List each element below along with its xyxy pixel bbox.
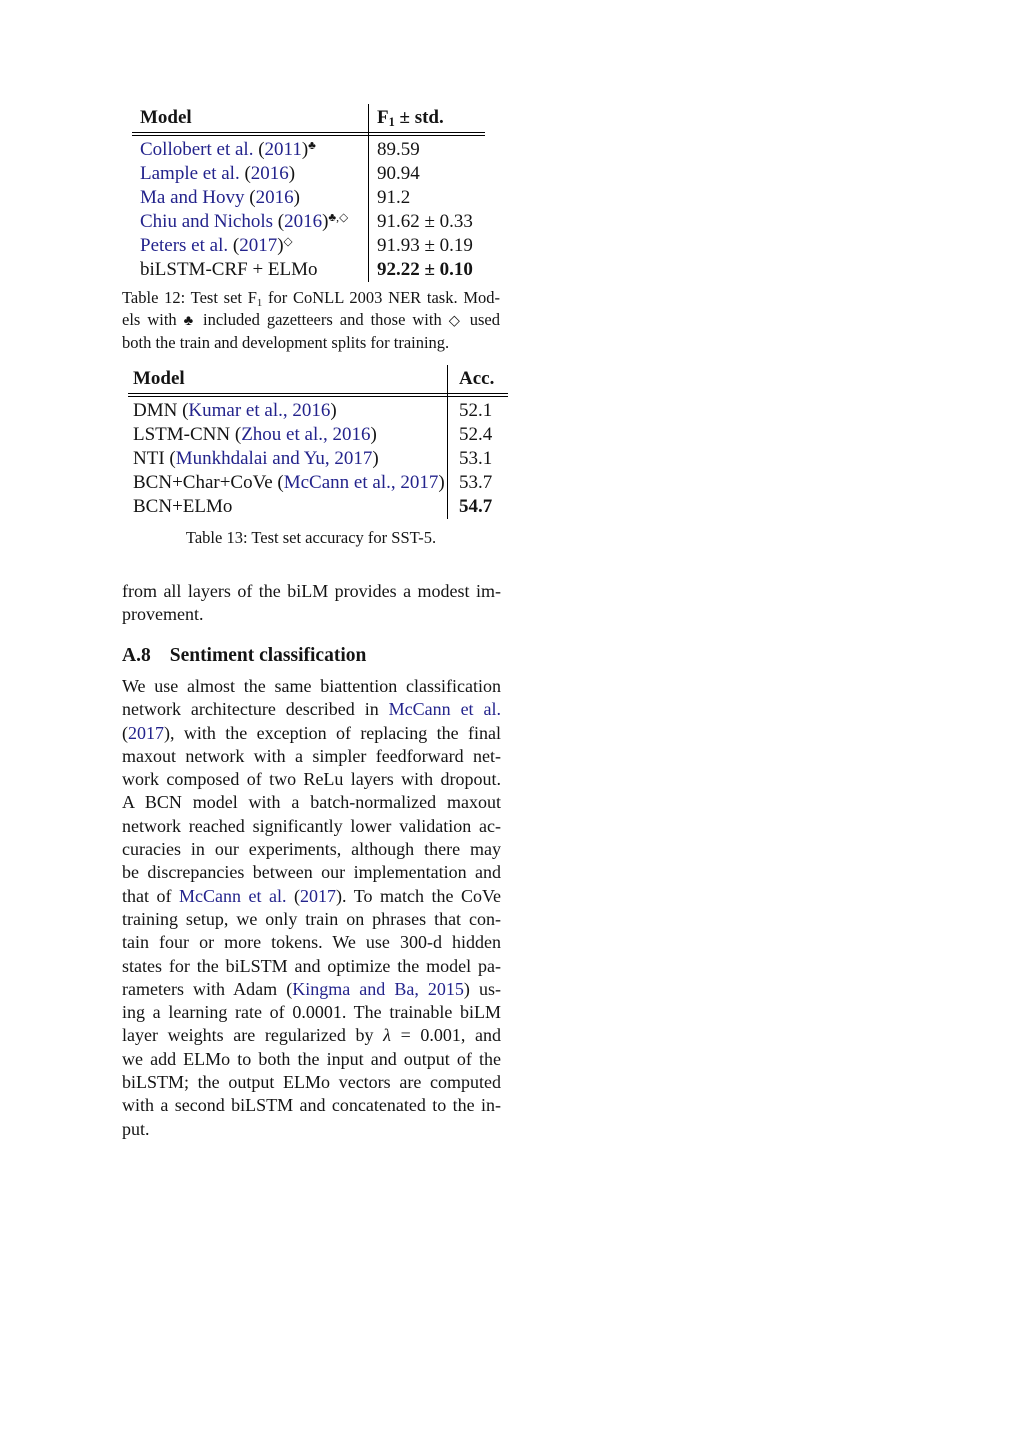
table-row bbox=[128, 495, 508, 519]
table-row bbox=[128, 471, 508, 495]
text-line: from all layers of the biLM provides a modest im- bbox=[122, 581, 501, 601]
table-12-caption bbox=[122, 287, 500, 354]
text-line: We use almost the same biattention classification bbox=[122, 676, 501, 696]
citation-link[interactable]: 2011 bbox=[264, 139, 302, 160]
citation-link[interactable]: Zhou et al., 2016 bbox=[241, 424, 371, 445]
section-title: Sentiment classification bbox=[169, 645, 367, 666]
table-12-body bbox=[132, 136, 485, 282]
text-line: tain four or more tokens. We use 300-d hidden bbox=[122, 932, 501, 953]
table-12-header-model: Model bbox=[140, 107, 192, 128]
value-cell: 53.7 bbox=[459, 472, 493, 493]
model-cell: Ma and Hovy (2016) bbox=[140, 187, 300, 208]
table-12 bbox=[132, 104, 485, 282]
citation-link[interactable]: 2017 bbox=[239, 235, 278, 256]
value-cell: 91.93 ± 0.19 bbox=[377, 235, 473, 256]
model-cell: NTI (Munkhdalai and Yu, 2017) bbox=[133, 448, 379, 469]
citation-link[interactable]: Munkhdalai and Yu, 2017 bbox=[175, 448, 373, 469]
model-cell: Collobert et al. (2011)♣ bbox=[140, 139, 316, 160]
paragraph-sentiment-classification bbox=[122, 675, 501, 1141]
table-12-header-row bbox=[132, 104, 485, 136]
table-row bbox=[132, 258, 485, 282]
citation-link[interactable]: 2016 bbox=[250, 163, 289, 184]
value-cell: 91.2 bbox=[377, 187, 411, 208]
text-line: training setup, we only train on phrases that con- bbox=[122, 908, 501, 929]
text-line: A BCN model with a batch-normalized maxout bbox=[122, 792, 501, 813]
text-line: both the train and development splits for training. bbox=[122, 333, 450, 353]
table-row bbox=[132, 186, 485, 210]
table-row bbox=[128, 423, 508, 447]
citation-link[interactable]: Kumar et al., 2016 bbox=[188, 400, 331, 421]
table-13-header-model: Model bbox=[133, 368, 185, 389]
text-line: Table 12: Test set F1 for CoNLL 2003 NER task. Mod- bbox=[122, 288, 500, 309]
table-12-header-f1-std: F1 ± std. bbox=[377, 107, 444, 130]
citation-link[interactable]: McCann et al. bbox=[179, 885, 287, 906]
model-cell: biLSTM-CRF + ELMo bbox=[140, 259, 318, 280]
text-line: curacies in our experiments, although there may bbox=[122, 839, 501, 860]
table-row bbox=[128, 399, 508, 423]
section-heading bbox=[122, 645, 366, 667]
citation-link[interactable]: 2016 bbox=[255, 187, 294, 208]
model-cell: DMN (Kumar et al., 2016) bbox=[133, 400, 337, 421]
table-13-header-row bbox=[128, 365, 508, 397]
text-line: provement. bbox=[122, 604, 204, 625]
model-cell: BCN+Char+CoVe (McCann et al., 2017) bbox=[133, 472, 445, 493]
citation-link[interactable]: Peters et al. bbox=[140, 235, 229, 256]
citation-link[interactable]: 2017 bbox=[128, 722, 164, 743]
model-cell: Lample et al. (2016) bbox=[140, 163, 296, 184]
table-row bbox=[132, 162, 485, 186]
table-13 bbox=[128, 365, 508, 519]
table-row bbox=[132, 138, 485, 162]
text-line: that of McCann et al. (2017). To match the CoVe bbox=[122, 885, 501, 906]
value-cell: 90.94 bbox=[377, 163, 420, 184]
citation-link[interactable]: Kingma and Ba, 2015 bbox=[292, 978, 464, 999]
text-line: network reached significantly lower validation ac- bbox=[122, 815, 501, 836]
text-line: states for the biLSTM and optimize the model pa- bbox=[122, 955, 501, 976]
text-line: maxout network with a simpler feedforward net- bbox=[122, 745, 501, 766]
value-cell: 54.7 bbox=[459, 496, 493, 517]
text-line: be discrepancies between our implementation and bbox=[122, 862, 501, 883]
citation-link[interactable]: 2016 bbox=[284, 211, 323, 232]
table-13-body bbox=[128, 397, 508, 519]
section-number: A.8 bbox=[122, 645, 151, 666]
citation-link[interactable]: Chiu and Nichols bbox=[140, 211, 273, 232]
text-line: els with ♣ included gazetteers and those with ◇ used bbox=[122, 309, 500, 329]
text-line: ing a learning rate of 0.0001. The trainable biLM bbox=[122, 1002, 501, 1023]
citation-link[interactable]: Collobert et al. bbox=[140, 139, 254, 160]
model-cell: Peters et al. (2017)◇ bbox=[140, 235, 293, 256]
table-13-header-acc: Acc. bbox=[459, 368, 495, 389]
text-line: with a second biLSTM and concatenated to the in- bbox=[122, 1095, 501, 1116]
text-line: (2017), with the exception of replacing the final bbox=[122, 722, 501, 743]
model-cell: BCN+ELMo bbox=[133, 496, 233, 517]
paragraph-continuation bbox=[122, 580, 501, 627]
table-row bbox=[132, 210, 485, 234]
text-line: network architecture described in McCann et al. bbox=[122, 699, 501, 720]
citation-link[interactable]: Ma and Hovy bbox=[140, 187, 245, 208]
value-cell: 53.1 bbox=[459, 448, 493, 469]
model-cell: LSTM-CNN (Zhou et al., 2016) bbox=[133, 424, 377, 445]
citation-link[interactable]: McCann et al. bbox=[388, 699, 501, 720]
value-cell: 52.1 bbox=[459, 400, 493, 421]
text-line: rameters with Adam (Kingma and Ba, 2015) us- bbox=[122, 978, 501, 999]
text-line: layer weights are regularized by λ = 0.001, and bbox=[122, 1025, 502, 1046]
table-13-caption: Table 13: Test set accuracy for SST-5. bbox=[185, 528, 437, 547]
text-line: work composed of two ReLu layers with dropout. bbox=[122, 769, 501, 790]
value-cell: 89.59 bbox=[377, 139, 420, 160]
table-13-column-divider bbox=[447, 365, 448, 519]
citation-link[interactable]: 2017 bbox=[300, 885, 337, 906]
table-12-column-divider bbox=[368, 104, 369, 282]
table-row bbox=[132, 234, 485, 258]
citation-link[interactable]: Lample et al. bbox=[140, 163, 240, 184]
value-cell: 91.62 ± 0.33 bbox=[377, 211, 473, 232]
table-row bbox=[128, 447, 508, 471]
value-cell: 52.4 bbox=[459, 424, 493, 445]
text-line: we add ELMo to both the input and output of the bbox=[122, 1048, 501, 1069]
text-line: put. bbox=[122, 1118, 150, 1139]
value-cell: 92.22 ± 0.10 bbox=[377, 259, 473, 280]
text-line: biLSTM; the output ELMo vectors are computed bbox=[122, 1072, 501, 1093]
model-cell: Chiu and Nichols (2016)♣,◇ bbox=[140, 211, 349, 232]
citation-link[interactable]: McCann et al., 2017 bbox=[283, 472, 439, 493]
